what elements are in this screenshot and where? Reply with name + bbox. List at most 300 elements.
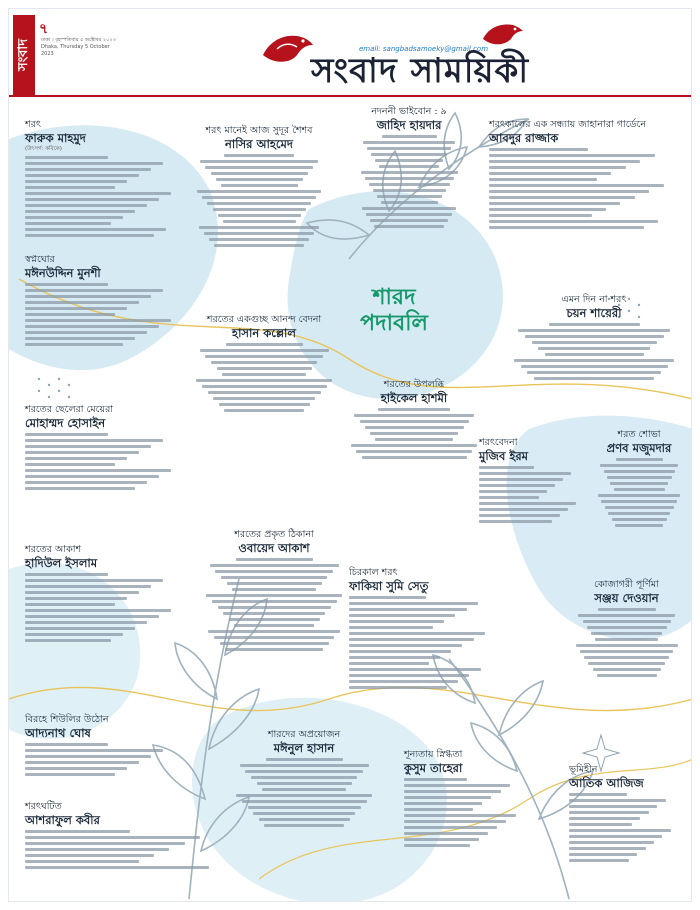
- body-text-line: [224, 154, 294, 157]
- body-text-line: [25, 842, 185, 845]
- body-text-line: [598, 608, 656, 611]
- brand-vertical: সংবাদ: [13, 15, 35, 95]
- body-text-line: [25, 451, 139, 454]
- body-text-line: [489, 196, 635, 199]
- body-text-line: [205, 355, 323, 358]
- body-text-line: [25, 343, 123, 346]
- feature-title: শারদ পদাবলি: [360, 284, 428, 336]
- masthead-divider: [9, 95, 692, 97]
- body-text-line: [569, 841, 654, 844]
- body-text-line: [229, 618, 320, 621]
- body-text-line: [25, 210, 135, 213]
- body-text-line: [379, 165, 439, 168]
- body-text-line: [489, 190, 649, 193]
- body-text-line: [363, 141, 455, 144]
- article-body: [509, 323, 679, 380]
- body-text-line: [569, 805, 657, 808]
- body-text-line: [25, 603, 115, 606]
- body-text-line: [489, 208, 606, 211]
- article-kicker: শরৎকালের এক সন্ধ্যায় জাহানারা গার্ডেনে: [489, 119, 646, 130]
- body-text-line: [489, 214, 592, 217]
- body-text-line: [584, 656, 669, 659]
- body-text-line: [349, 662, 429, 665]
- body-text-line: [374, 225, 444, 228]
- article-body: [189, 154, 329, 247]
- article-author: ওবায়েদ আকাশ: [238, 541, 310, 555]
- body-text-line: [569, 829, 671, 832]
- body-text-line: [610, 482, 668, 485]
- body-text-line: [221, 184, 298, 187]
- body-text-line: [214, 636, 334, 639]
- body-text-line: [479, 514, 560, 517]
- body-text-line: [199, 226, 319, 229]
- body-text-line: [25, 234, 154, 237]
- body-text-line: [25, 331, 147, 334]
- newspaper-title: সংবাদ সাময়িকী: [311, 51, 530, 91]
- body-text-line: [25, 836, 200, 839]
- body-text-line: [576, 644, 678, 647]
- body-text-line: [25, 755, 151, 758]
- body-text-line: [222, 373, 306, 376]
- body-text-line: [404, 784, 510, 787]
- article-author: নাসির আহমেদ: [225, 137, 293, 151]
- article-author: মুজিব ইরম: [479, 449, 529, 463]
- body-text-line: [214, 244, 304, 247]
- article-author: ফারুক মাহমুদ: [25, 131, 86, 145]
- body-text-line: [349, 668, 481, 671]
- body-text-line: [479, 508, 568, 511]
- body-text-line: [608, 512, 670, 515]
- article-body: [404, 778, 534, 847]
- article-body: [25, 156, 185, 237]
- body-text-line: [404, 826, 497, 829]
- body-text-line: [25, 283, 108, 286]
- body-text-line: [25, 475, 159, 478]
- email-address: email: sangbadsamoeky@gmail.com: [359, 45, 489, 53]
- body-text-line: [489, 226, 644, 229]
- body-text-line: [534, 377, 654, 380]
- body-text-line: [25, 289, 163, 292]
- article-author: আতিক আজিজ: [569, 776, 644, 790]
- body-text-line: [597, 674, 657, 677]
- body-text-line: [225, 648, 323, 651]
- body-text-line: [404, 838, 479, 841]
- bird-logo-small-icon: [479, 13, 527, 49]
- article-fakiya-sumi-setu: [349, 567, 499, 692]
- body-text-line: [196, 379, 332, 382]
- body-text-line: [25, 854, 154, 857]
- body-text-line: [25, 591, 139, 594]
- article-body: [344, 408, 484, 459]
- article-kicker: শরৎ: [25, 119, 41, 130]
- body-text-line: [25, 749, 163, 752]
- body-text-line: [479, 496, 539, 499]
- body-text-line: [349, 608, 467, 611]
- body-text-line: [212, 600, 337, 603]
- body-text-line: [224, 409, 304, 412]
- body-text-line: [25, 313, 115, 316]
- body-text-line: [236, 558, 313, 561]
- article-author: চয়ন শায়েরী: [566, 306, 622, 320]
- body-text-line: [25, 848, 169, 851]
- article-author: কুসুম তাহেরা: [404, 761, 463, 775]
- article-kicker: শূন্যতায় স্নিগ্ধতা: [404, 749, 463, 760]
- article-hadiul-islam: [25, 544, 185, 645]
- article-body: [189, 343, 339, 412]
- body-text-line: [25, 579, 163, 582]
- body-text-line: [25, 216, 123, 219]
- body-text-line: [213, 208, 306, 211]
- body-text-line: [569, 811, 649, 814]
- body-text-line: [25, 767, 127, 770]
- body-text-line: [514, 359, 674, 362]
- article-kicker: শরতের আকাশ: [25, 544, 82, 555]
- body-text-line: [377, 195, 442, 198]
- body-text-line: [221, 576, 327, 579]
- bird-logo-icon: [257, 19, 317, 69]
- body-text-line: [264, 824, 344, 827]
- body-text-line: [569, 793, 627, 796]
- body-text-line: [356, 450, 472, 453]
- body-text-line: [218, 214, 301, 217]
- body-text-line: [612, 518, 667, 521]
- article-kicker: শরত শোভা: [617, 429, 661, 440]
- body-text-line: [365, 177, 454, 180]
- body-text-line: [479, 490, 547, 493]
- body-text-line: [349, 650, 451, 653]
- body-text-line: [259, 818, 350, 821]
- body-text-line: [209, 238, 309, 241]
- body-text-line: [404, 844, 470, 847]
- body-text-line: [25, 174, 139, 177]
- article-kicker: এমন দিন না শরৎ: [561, 294, 627, 305]
- body-text-line: [404, 820, 506, 823]
- body-text-line: [262, 788, 346, 791]
- body-text-line: [569, 853, 637, 856]
- body-text-line: [375, 159, 443, 162]
- body-text-line: [404, 778, 467, 781]
- body-text-line: [25, 301, 139, 304]
- article-moinul-hasan: [229, 729, 379, 830]
- body-text-line: [404, 808, 473, 811]
- body-text-line: [25, 615, 159, 618]
- article-author: আদ্যনাথ ঘোষ: [25, 726, 91, 740]
- body-text-line: [25, 457, 127, 460]
- body-text-line: [223, 220, 296, 223]
- article-author: আশরাফুল কবীর: [25, 813, 100, 827]
- article-kicker: স্বপ্নঘোর: [25, 254, 55, 265]
- body-text-line: [242, 800, 367, 803]
- article-kicker: কোজাগরী পূর্ণিমা: [594, 579, 659, 590]
- body-text-line: [370, 219, 448, 222]
- article-author: মঈনুল হাসান: [273, 741, 335, 755]
- body-text-line: [362, 207, 456, 210]
- body-text-line: [569, 817, 640, 820]
- body-text-line: [362, 456, 467, 459]
- body-text-line: [479, 472, 571, 475]
- body-text-line: [351, 444, 477, 447]
- body-text-line: [349, 602, 478, 605]
- body-text-line: [25, 487, 135, 490]
- article-moinuddin-munshi: [25, 254, 185, 349]
- masthead: [9, 9, 692, 97]
- article-sanjay-dewan: [569, 579, 684, 680]
- body-text-line: [200, 349, 329, 352]
- body-text-line: [205, 166, 313, 169]
- article-choyon-shayeri: [509, 294, 679, 383]
- body-text-line: [245, 770, 363, 773]
- body-text-line: [197, 190, 321, 193]
- article-author: মঈনউদ্দিন মুনশী: [25, 266, 101, 280]
- body-text-line: [200, 160, 318, 163]
- body-text-line: [25, 773, 115, 776]
- body-text-line: [257, 782, 352, 785]
- article-body: [25, 830, 225, 869]
- body-text-line: [369, 183, 450, 186]
- body-text-line: [25, 295, 151, 298]
- body-text-line: [25, 319, 171, 322]
- body-text-line: [232, 588, 316, 591]
- body-text-line: [569, 799, 666, 802]
- article-kicker: শরতের প্রকৃত ঠিকানা: [234, 529, 314, 540]
- body-text-line: [569, 835, 662, 838]
- body-text-line: [489, 172, 611, 175]
- body-text-line: [25, 162, 163, 165]
- body-text-line: [489, 202, 620, 205]
- body-text-line: [532, 341, 657, 344]
- body-text-line: [365, 426, 464, 429]
- body-text-line: [251, 776, 357, 779]
- body-text-line: [489, 148, 588, 151]
- body-text-line: [489, 166, 626, 169]
- body-text-line: [25, 192, 171, 195]
- article-kicker: শরতের একগুচ্ছ আনন্দ বেদনা: [206, 314, 322, 325]
- body-text-line: [25, 573, 108, 576]
- body-text-line: [370, 432, 458, 435]
- newspaper-page: [8, 8, 692, 902]
- body-text-line: [375, 438, 453, 441]
- body-text-line: [378, 408, 450, 411]
- article-kicker: শরতের উপলব্ধি: [383, 379, 445, 390]
- body-text-line: [615, 524, 663, 527]
- body-text-line: [349, 680, 458, 683]
- body-text-line: [25, 463, 115, 466]
- body-text-line: [25, 222, 111, 225]
- body-text-line: [215, 570, 333, 573]
- article-body: [25, 743, 185, 776]
- body-text-line: [25, 633, 123, 636]
- body-text-line: [479, 478, 563, 481]
- body-text-line: [605, 506, 674, 509]
- body-text-line: [598, 494, 680, 497]
- body-text-line: [253, 812, 355, 815]
- body-text-line: [367, 147, 451, 150]
- article-author: জাহিদ হায়দার: [376, 118, 442, 132]
- body-text-line: [587, 626, 667, 629]
- body-text-line: [25, 204, 147, 207]
- issue-info: ঢাকা । বৃহস্পতিবার ৫ অক্টোবর ২০২৩ Dhaka, Thursday 5 October 2023: [41, 37, 116, 57]
- body-text-line: [25, 433, 108, 436]
- body-text-line: [219, 403, 310, 406]
- body-text-line: [349, 644, 462, 647]
- article-author: হাইকেল হাশমী: [380, 391, 448, 405]
- body-text-line: [525, 335, 664, 338]
- body-text-line: [25, 445, 151, 448]
- body-text-line: [354, 414, 474, 417]
- body-text-line: [479, 484, 555, 487]
- body-text-line: [616, 458, 663, 461]
- body-text-line: [404, 832, 488, 835]
- body-text-line: [25, 609, 171, 612]
- article-body: [349, 596, 499, 689]
- body-text-line: [382, 135, 437, 138]
- article-mujib-iram: [479, 437, 589, 526]
- body-text-line: [583, 620, 671, 623]
- body-text-line: [489, 220, 658, 223]
- body-text-line: [614, 488, 665, 491]
- article-kicker: শরৎঘটিত: [25, 801, 62, 812]
- article-body: [25, 573, 185, 642]
- body-text-line: [349, 656, 440, 659]
- body-text-line: [25, 325, 159, 328]
- article-ashraful-kabir: [25, 801, 225, 872]
- body-text-line: [25, 830, 130, 833]
- article-author: ফাকিয়া সুমি সেতু: [349, 579, 429, 593]
- body-text-line: [25, 585, 151, 588]
- article-kusum-tahera: [404, 749, 534, 850]
- body-text-line: [218, 606, 331, 609]
- body-text-line: [202, 385, 327, 388]
- article-body: [339, 135, 479, 228]
- body-text-line: [518, 329, 670, 332]
- body-text-line: [25, 860, 139, 863]
- body-text-line: [206, 594, 342, 597]
- body-text-line: [489, 160, 640, 163]
- body-text-line: [25, 180, 127, 183]
- body-text-line: [489, 184, 664, 187]
- body-text-line: [489, 178, 597, 181]
- body-text-line: [349, 638, 474, 641]
- body-text-line: [349, 614, 455, 617]
- article-author: হাদিউল ইসলাম: [25, 556, 98, 570]
- body-text-line: [371, 153, 447, 156]
- page-number: ৭: [39, 21, 49, 37]
- body-text-line: [208, 630, 340, 633]
- body-text-line: [266, 758, 343, 761]
- body-text-line: [521, 365, 668, 368]
- body-text-line: [366, 213, 452, 216]
- article-body: [25, 283, 185, 346]
- body-text-line: [220, 642, 329, 645]
- body-text-line: [226, 343, 303, 346]
- body-text-line: [25, 198, 159, 201]
- article-kicker: শরৎ মানেই আজ সুদূর শৈশব: [205, 125, 313, 136]
- body-text-line: [595, 638, 658, 641]
- article-hasan-kallol: [189, 314, 339, 415]
- body-text-line: [204, 232, 314, 235]
- article-atik-aziz: [569, 764, 684, 865]
- body-text-line: [25, 307, 127, 310]
- article-body: [479, 466, 589, 523]
- body-text-line: [591, 632, 662, 635]
- body-text-line: [210, 564, 339, 567]
- article-haikel-hashmi: [344, 379, 484, 462]
- article-kicker: শরতের ছেলেরা মেয়েরা: [25, 404, 114, 415]
- body-text-line: [202, 196, 316, 199]
- body-text-line: [538, 347, 650, 350]
- article-author: মোহাম্মদ হোসাইন: [25, 416, 106, 430]
- body-text-line: [588, 662, 665, 665]
- body-text-line: [361, 171, 458, 174]
- body-text-line: [25, 168, 151, 171]
- body-text-line: [349, 620, 444, 623]
- body-text-line: [607, 476, 672, 479]
- body-text-line: [600, 464, 678, 467]
- article-pranab-majumder: [594, 429, 684, 530]
- body-text-line: [349, 686, 447, 689]
- article-body: [229, 758, 379, 827]
- body-text-line: [25, 156, 108, 159]
- article-body: [489, 148, 679, 229]
- body-text-line: [25, 639, 111, 642]
- article-kicker: চিরকাল শরৎ: [349, 567, 398, 578]
- body-text-line: [25, 621, 147, 624]
- body-text-line: [227, 582, 322, 585]
- body-text-line: [593, 668, 661, 671]
- body-text-line: [545, 353, 644, 356]
- article-author: হাসান কল্লোল: [232, 326, 296, 340]
- body-text-line: [234, 624, 314, 627]
- body-text-line: [248, 806, 361, 809]
- body-text-line: [25, 597, 127, 600]
- body-text-line: [211, 361, 317, 364]
- body-text-line: [349, 626, 433, 629]
- article-body: [199, 558, 349, 651]
- article-author: প্রণব মজুমদার: [606, 441, 672, 455]
- body-text-line: [404, 802, 482, 805]
- body-text-line: [213, 397, 315, 400]
- body-text-line: [25, 743, 108, 746]
- article-faruk-mahmud: [25, 119, 185, 240]
- body-text-line: [216, 178, 303, 181]
- body-text-line: [479, 466, 534, 469]
- article-obayed-akash: [199, 529, 349, 654]
- article-author-note: (উৎসর্গ: কবিকে): [25, 146, 62, 152]
- body-text-line: [208, 391, 321, 394]
- body-text-line: [207, 202, 311, 205]
- body-text-line: [479, 502, 576, 505]
- body-text-line: [25, 186, 115, 189]
- body-text-line: [25, 337, 135, 340]
- body-text-line: [381, 201, 438, 204]
- body-text-line: [404, 814, 516, 817]
- article-abdur-razzak: [489, 119, 679, 232]
- body-text-line: [25, 469, 171, 472]
- body-text-line: [217, 367, 312, 370]
- body-text-line: [569, 823, 632, 826]
- body-text-line: [578, 614, 675, 617]
- article-body: [569, 608, 684, 677]
- body-text-line: [349, 632, 485, 635]
- body-text-line: [604, 470, 675, 473]
- body-text-line: [25, 228, 166, 231]
- body-text-line: [25, 481, 147, 484]
- article-zahid-haider: [339, 106, 479, 231]
- article-nasir-ahmed: [189, 125, 329, 250]
- body-text-line: [569, 847, 646, 850]
- article-kicker: শারদের অপ্রয়োজন: [267, 729, 341, 740]
- article-body: [594, 458, 684, 527]
